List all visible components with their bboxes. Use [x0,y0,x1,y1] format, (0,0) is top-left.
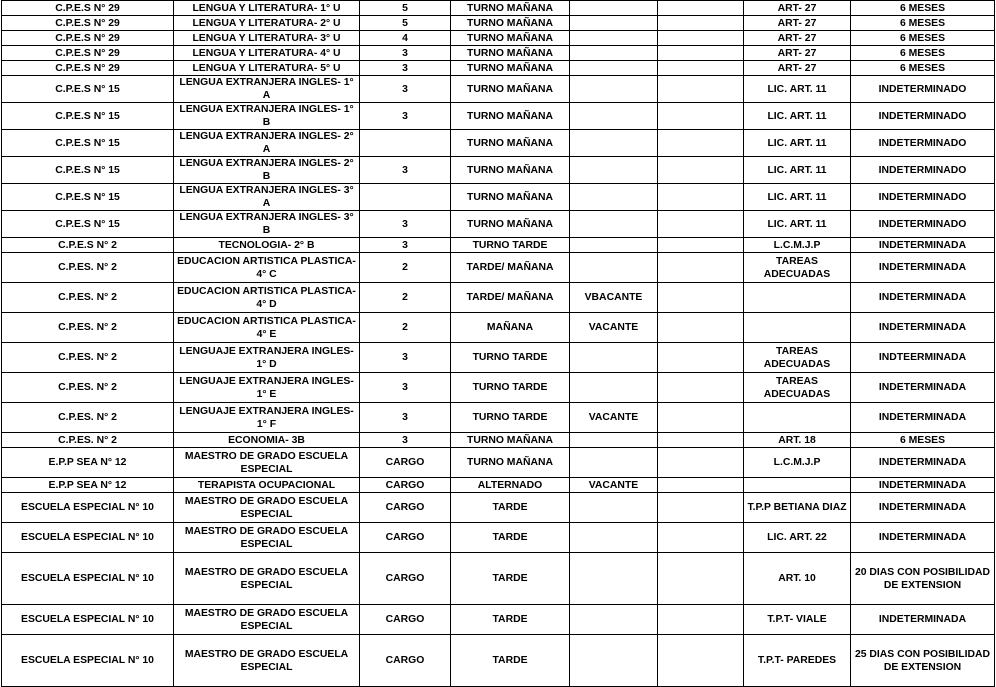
hours-cell: CARGO [360,523,451,553]
duration-cell: INDETERMINADA [851,238,995,253]
hours-cell: 2 [360,313,451,343]
blank-cell [658,635,744,687]
table-row [2,157,995,184]
school-cell: C.P.E.S N° 29 [2,31,174,46]
duration-cell: 6 MESES [851,46,995,61]
duration-cell: 6 MESES [851,31,995,46]
blank-cell [658,157,744,184]
reason-cell: ART- 27 [744,16,851,31]
reason-cell: ART. 10 [744,553,851,605]
shift-cell: TURNO TARDE [451,373,570,403]
duration-cell: INDETERMINADA [851,403,995,433]
duration-cell: INDETERMINADO [851,184,995,211]
blank-cell [658,433,744,448]
vacancy-table [1,0,995,687]
hours-cell: CARGO [360,478,451,493]
hours-cell [360,184,451,211]
hours-cell: CARGO [360,448,451,478]
shift-cell: TARDE/ MAÑANA [451,253,570,283]
reason-cell: LIC. ART. 11 [744,157,851,184]
school-cell: ESCUELA ESPECIAL N° 10 [2,493,174,523]
reason-cell: ART- 27 [744,31,851,46]
subject-cell: LENGUA EXTRANJERA INGLES- 2° A [174,130,360,157]
shift-cell: TARDE [451,635,570,687]
subject-cell: LENGUA EXTRANJERA INGLES- 1° A [174,76,360,103]
table-row [2,283,995,313]
table-row [2,553,995,605]
shift-cell: TARDE [451,523,570,553]
reason-cell [744,403,851,433]
blank-cell [658,253,744,283]
subject-cell: LENGUA Y LITERATURA- 1° U [174,1,360,16]
status-cell [570,253,658,283]
duration-cell: INDETERMINADA [851,253,995,283]
subject-cell: MAESTRO DE GRADO ESCUELA ESPECIAL [174,635,360,687]
table-row [2,253,995,283]
subject-cell: LENGUA Y LITERATURA- 2° U [174,16,360,31]
shift-cell: TURNO TARDE [451,238,570,253]
school-cell: C.P.E.S N° 15 [2,76,174,103]
school-cell: C.P.E.S N° 15 [2,157,174,184]
table-row [2,1,995,16]
blank-cell [658,76,744,103]
status-cell [570,184,658,211]
school-cell: ESCUELA ESPECIAL N° 10 [2,605,174,635]
hours-cell: 3 [360,103,451,130]
status-cell [570,523,658,553]
status-cell [570,211,658,238]
blank-cell [658,61,744,76]
school-cell: ESCUELA ESPECIAL N° 10 [2,635,174,687]
duration-cell: INDETERMINADO [851,103,995,130]
duration-cell: INDETERMINADA [851,283,995,313]
duration-cell: 20 DIAS CON POSIBILIDAD DE EXTENSION [851,553,995,605]
shift-cell: TURNO MAÑANA [451,433,570,448]
shift-cell: TARDE/ MAÑANA [451,283,570,313]
shift-cell: TARDE [451,605,570,635]
vacancy-table-body [2,1,995,687]
school-cell: E.P.P SEA N° 12 [2,478,174,493]
table-row [2,76,995,103]
blank-cell [658,493,744,523]
subject-cell: LENGUA Y LITERATURA- 4° U [174,46,360,61]
school-cell: C.P.ES. N° 2 [2,433,174,448]
hours-cell: 4 [360,31,451,46]
shift-cell: TURNO MAÑANA [451,448,570,478]
hours-cell: 5 [360,16,451,31]
school-cell: E.P.P SEA N° 12 [2,448,174,478]
reason-cell: LIC. ART. 11 [744,76,851,103]
blank-cell [658,16,744,31]
hours-cell: 3 [360,76,451,103]
duration-cell: INDETERMINADA [851,523,995,553]
blank-cell [658,373,744,403]
school-cell: C.P.ES. N° 2 [2,373,174,403]
school-cell: C.P.E.S N° 15 [2,130,174,157]
status-cell: VACANTE [570,478,658,493]
hours-cell: 5 [360,1,451,16]
reason-cell [744,478,851,493]
subject-cell: TECNOLOGIA- 2° B [174,238,360,253]
blank-cell [658,184,744,211]
school-cell: C.P.ES. N° 2 [2,253,174,283]
subject-cell: EDUCACION ARTISTICA PLASTICA- 4° E [174,313,360,343]
blank-cell [658,130,744,157]
hours-cell [360,130,451,157]
shift-cell: TURNO MAÑANA [451,61,570,76]
status-cell: VACANTE [570,313,658,343]
school-cell: ESCUELA ESPECIAL N° 10 [2,553,174,605]
subject-cell: ECONOMIA- 3B [174,433,360,448]
reason-cell [744,283,851,313]
shift-cell: TURNO MAÑANA [451,16,570,31]
school-cell: C.P.ES. N° 2 [2,313,174,343]
table-row [2,313,995,343]
school-cell: ESCUELA ESPECIAL N° 10 [2,523,174,553]
duration-cell: INDETERMINADA [851,448,995,478]
blank-cell [658,46,744,61]
school-cell: C.P.E.S N° 29 [2,1,174,16]
table-row [2,433,995,448]
school-cell: C.P.E.S N° 15 [2,211,174,238]
status-cell [570,493,658,523]
status-cell [570,605,658,635]
table-row [2,343,995,373]
blank-cell [658,283,744,313]
table-row [2,605,995,635]
shift-cell: TURNO TARDE [451,403,570,433]
hours-cell: CARGO [360,493,451,523]
duration-cell: INDETERMINADA [851,313,995,343]
subject-cell: MAESTRO DE GRADO ESCUELA ESPECIAL [174,448,360,478]
duration-cell: 6 MESES [851,433,995,448]
shift-cell: TURNO MAÑANA [451,46,570,61]
duration-cell: INDETERMINADO [851,211,995,238]
hours-cell: 3 [360,403,451,433]
table-row [2,238,995,253]
table-row [2,635,995,687]
school-cell: C.P.E.S N° 2 [2,238,174,253]
blank-cell [658,103,744,130]
blank-cell [658,31,744,46]
hours-cell: CARGO [360,553,451,605]
blank-cell [658,343,744,373]
duration-cell: INDETERMINADA [851,373,995,403]
status-cell: VACANTE [570,403,658,433]
shift-cell: ALTERNADO [451,478,570,493]
hours-cell: 3 [360,61,451,76]
school-cell: C.P.ES. N° 2 [2,403,174,433]
table-row [2,478,995,493]
table-row [2,448,995,478]
subject-cell: LENGUA EXTRANJERA INGLES- 1° B [174,103,360,130]
status-cell [570,130,658,157]
shift-cell: MAÑANA [451,313,570,343]
status-cell [570,448,658,478]
shift-cell: TURNO MAÑANA [451,211,570,238]
subject-cell: MAESTRO DE GRADO ESCUELA ESPECIAL [174,553,360,605]
subject-cell: MAESTRO DE GRADO ESCUELA ESPECIAL [174,523,360,553]
reason-cell: L.C.M.J.P [744,448,851,478]
duration-cell: 6 MESES [851,61,995,76]
subject-cell: LENGUAJE EXTRANJERA INGLES- 1° D [174,343,360,373]
hours-cell: 3 [360,373,451,403]
hours-cell: 2 [360,253,451,283]
shift-cell: TURNO MAÑANA [451,76,570,103]
hours-cell: 3 [360,46,451,61]
subject-cell: TERAPISTA OCUPACIONAL [174,478,360,493]
reason-cell: TAREAS ADECUADAS [744,253,851,283]
reason-cell: L.C.M.J.P [744,238,851,253]
status-cell [570,31,658,46]
shift-cell: TURNO MAÑANA [451,130,570,157]
hours-cell: 3 [360,211,451,238]
status-cell [570,635,658,687]
reason-cell: ART- 27 [744,46,851,61]
reason-cell: LIC. ART. 11 [744,103,851,130]
shift-cell: TARDE [451,553,570,605]
status-cell [570,553,658,605]
blank-cell [658,478,744,493]
subject-cell: LENGUAJE EXTRANJERA INGLES- 1° F [174,403,360,433]
table-row [2,493,995,523]
subject-cell: MAESTRO DE GRADO ESCUELA ESPECIAL [174,493,360,523]
duration-cell: INDETERMINADA [851,493,995,523]
status-cell [570,238,658,253]
blank-cell [658,211,744,238]
subject-cell: LENGUA Y LITERATURA- 3° U [174,31,360,46]
school-cell: C.P.ES. N° 2 [2,283,174,313]
subject-cell: LENGUA EXTRANJERA INGLES- 3° B [174,211,360,238]
status-cell: VBACANTE [570,283,658,313]
shift-cell: TURNO MAÑANA [451,1,570,16]
blank-cell [658,523,744,553]
reason-cell: TAREAS ADECUADAS [744,343,851,373]
shift-cell: TURNO MAÑANA [451,184,570,211]
school-cell: C.P.E.S N° 15 [2,184,174,211]
hours-cell: CARGO [360,605,451,635]
table-row [2,184,995,211]
duration-cell: 25 DIAS CON POSIBILIDAD DE EXTENSION [851,635,995,687]
table-row [2,523,995,553]
status-cell [570,373,658,403]
subject-cell: EDUCACION ARTISTICA PLASTICA- 4° C [174,253,360,283]
duration-cell: 6 MESES [851,16,995,31]
subject-cell: LENGUAJE EXTRANJERA INGLES- 1° E [174,373,360,403]
reason-cell: T.P.P BETIANA DIAZ [744,493,851,523]
table-row [2,16,995,31]
shift-cell: TURNO TARDE [451,343,570,373]
reason-cell: ART- 27 [744,61,851,76]
hours-cell: 2 [360,283,451,313]
status-cell [570,103,658,130]
subject-cell: LENGUA Y LITERATURA- 5° U [174,61,360,76]
school-cell: C.P.ES. N° 2 [2,343,174,373]
blank-cell [658,313,744,343]
blank-cell [658,605,744,635]
status-cell [570,1,658,16]
table-row [2,61,995,76]
school-cell: C.P.E.S N° 15 [2,103,174,130]
shift-cell: TARDE [451,493,570,523]
school-cell: C.P.E.S N° 29 [2,46,174,61]
blank-cell [658,553,744,605]
hours-cell: 3 [360,433,451,448]
duration-cell: INDETERMINADO [851,76,995,103]
subject-cell: LENGUA EXTRANJERA INGLES- 2° B [174,157,360,184]
blank-cell [658,448,744,478]
blank-cell [658,403,744,433]
reason-cell [744,313,851,343]
table-row [2,130,995,157]
subject-cell: LENGUA EXTRANJERA INGLES- 3° A [174,184,360,211]
duration-cell: 6 MESES [851,1,995,16]
subject-cell: MAESTRO DE GRADO ESCUELA ESPECIAL [174,605,360,635]
blank-cell [658,238,744,253]
status-cell [570,76,658,103]
shift-cell: TURNO MAÑANA [451,103,570,130]
duration-cell: INDETERMINADO [851,130,995,157]
reason-cell: T.P.T- VIALE [744,605,851,635]
duration-cell: INDTEERMINADA [851,343,995,373]
status-cell [570,61,658,76]
reason-cell: LIC. ART. 11 [744,211,851,238]
table-row [2,31,995,46]
table-row [2,373,995,403]
status-cell [570,16,658,31]
status-cell [570,46,658,61]
status-cell [570,157,658,184]
duration-cell: INDETERMINADA [851,478,995,493]
reason-cell: LIC. ART. 11 [744,130,851,157]
reason-cell: LIC. ART. 11 [744,184,851,211]
hours-cell: 3 [360,238,451,253]
table-row [2,46,995,61]
reason-cell: ART- 27 [744,1,851,16]
hours-cell: 3 [360,157,451,184]
hours-cell: 3 [360,343,451,373]
shift-cell: TURNO MAÑANA [451,31,570,46]
status-cell [570,343,658,373]
school-cell: C.P.E.S N° 29 [2,16,174,31]
table-row [2,403,995,433]
reason-cell: TAREAS ADECUADAS [744,373,851,403]
reason-cell: LIC. ART. 22 [744,523,851,553]
blank-cell [658,1,744,16]
table-row [2,211,995,238]
duration-cell: INDETERMINADA [851,605,995,635]
hours-cell: CARGO [360,635,451,687]
table-row [2,103,995,130]
shift-cell: TURNO MAÑANA [451,157,570,184]
status-cell [570,433,658,448]
reason-cell: T.P.T- PAREDES [744,635,851,687]
school-cell: C.P.E.S N° 29 [2,61,174,76]
reason-cell: ART. 18 [744,433,851,448]
duration-cell: INDETERMINADO [851,157,995,184]
subject-cell: EDUCACION ARTISTICA PLASTICA- 4° D [174,283,360,313]
